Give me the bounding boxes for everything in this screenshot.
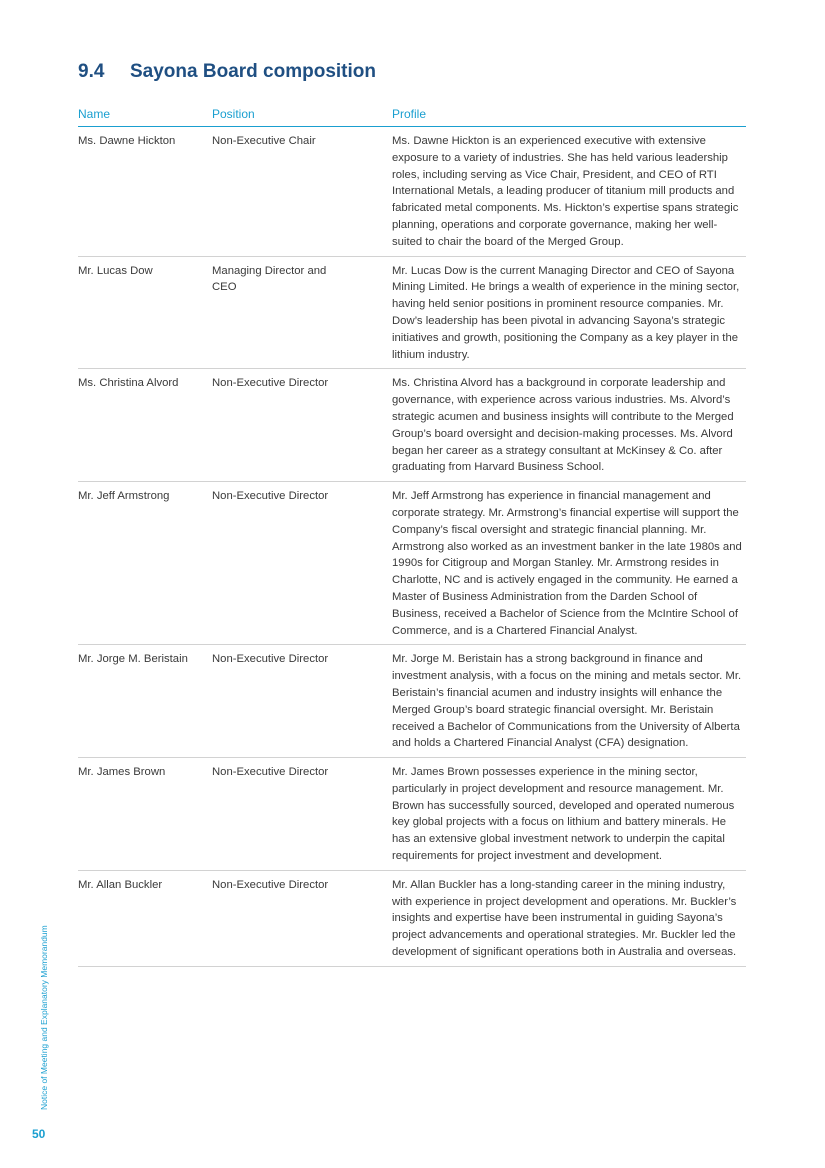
table-row: [78, 369, 746, 482]
director-position: Non-Executive Director: [212, 369, 392, 482]
table-row: [78, 482, 746, 645]
director-position: Non-Executive Director: [212, 645, 392, 758]
director-position: Non-Executive Director: [212, 870, 392, 966]
director-name: Mr. Jeff Armstrong: [78, 482, 212, 645]
director-position: Managing Director and CEO: [212, 256, 392, 369]
director-profile: Mr. James Brown possesses experience in the mining sector, particularly in project development and resource management. Mr. Brown has successfully sourced, developed and operated numerous key global projects with a focus on lithium and battery minerals. He has an extensive global investment network to underpin the capital requirements for project investment and development.: [392, 758, 746, 871]
director-name: Mr. James Brown: [78, 758, 212, 871]
director-profile: Ms. Dawne Hickton is an experienced executive with extensive exposure to a variety of industries. She has held various leadership roles, including serving as Vice Chair, President, and CEO of RTI International Metals, a leading producer of titanium mill products and fabricated metal components. Ms. Hickton’s expertise spans strategic planning, operations and corporate governance, making her well-suited to chair the board of the Merged Group.: [392, 127, 746, 257]
director-profile: Ms. Christina Alvord has a background in corporate leadership and governance, with experience across various industries. Ms. Alvord’s strategic acumen and business insights will contribute to the Merged Group’s board oversight and decision-making processes. Ms. Alvord began her career as a strategy consultant at McKinsey & Co. after graduating from Harvard Business School.: [392, 369, 746, 482]
director-profile: Mr. Jeff Armstrong has experience in financial management and corporate strategy. Mr. Armstrong’s financial expertise will support the Company’s fiscal oversight and strategic financial planning. Mr. Armstrong also worked as an investment banker in the late 1980s and 1990s for Citigroup and Morgan Stanley. Mr. Armstrong resides in Charlotte, NC and is actively engaged in the community. He earned a Master of Business Administration from the Darden School of Business, received a Bachelor of Science from the McIntire School of Commerce, and is a Chartered Financial Analyst.: [392, 482, 746, 645]
table-header-row: [78, 101, 746, 127]
director-name: Ms. Dawne Hickton: [78, 127, 212, 257]
director-position: Non-Executive Director: [212, 758, 392, 871]
page-number: 50: [32, 1127, 46, 1141]
table-row: [78, 758, 746, 871]
header-position: Position: [212, 101, 392, 127]
director-name: Mr. Jorge M. Beristain: [78, 645, 212, 758]
director-profile: Mr. Jorge M. Beristain has a strong background in finance and investment analysis, with a focus on the mining and metals sector. Mr. Beristain’s financial acumen and industry insights will enhance the Merged Group’s board strategic financial oversight. Mr. Beristain received a Bachelor of Communications from the University of Alberta and holds a Chartered Financial Analyst (CFA) designation.: [392, 645, 746, 758]
director-profile: Mr. Allan Buckler has a long-standing career in the mining industry, with experience in project development and operations. Mr. Buckler’s insights and expertise have been instrumental in guiding Sayona’s project advancements and operational strategies. Mr. Buckler led the development of significant operations both in Australia and overseas.: [392, 870, 746, 966]
director-name: Ms. Christina Alvord: [78, 369, 212, 482]
section-number: 9.4: [78, 61, 105, 82]
director-position: Non-Executive Chair: [212, 127, 392, 257]
section-title: [78, 61, 376, 83]
table-row: [78, 127, 746, 257]
header-name: Name: [78, 101, 212, 127]
director-name: Mr. Lucas Dow: [78, 256, 212, 369]
table-row: [78, 645, 746, 758]
director-name: Mr. Allan Buckler: [78, 870, 212, 966]
section-title-text: Sayona Board composition: [130, 61, 376, 82]
header-profile: Profile: [392, 101, 746, 127]
table-row: [78, 256, 746, 369]
director-position: Non-Executive Director: [212, 482, 392, 645]
document-side-label: Notice of Meeting and Explanatory Memorandum: [39, 925, 49, 1110]
table-row: [78, 870, 746, 966]
director-profile: Mr. Lucas Dow is the current Managing Director and CEO of Sayona Mining Limited. He brings a wealth of experience in the mining sector, having held senior positions in prominent resource companies. Mr. Dow’s leadership has been pivotal in advancing Sayona’s strategic initiatives and growth, positioning the Company as a key player in the lithium industry.: [392, 256, 746, 369]
board-composition-table: [78, 101, 746, 967]
